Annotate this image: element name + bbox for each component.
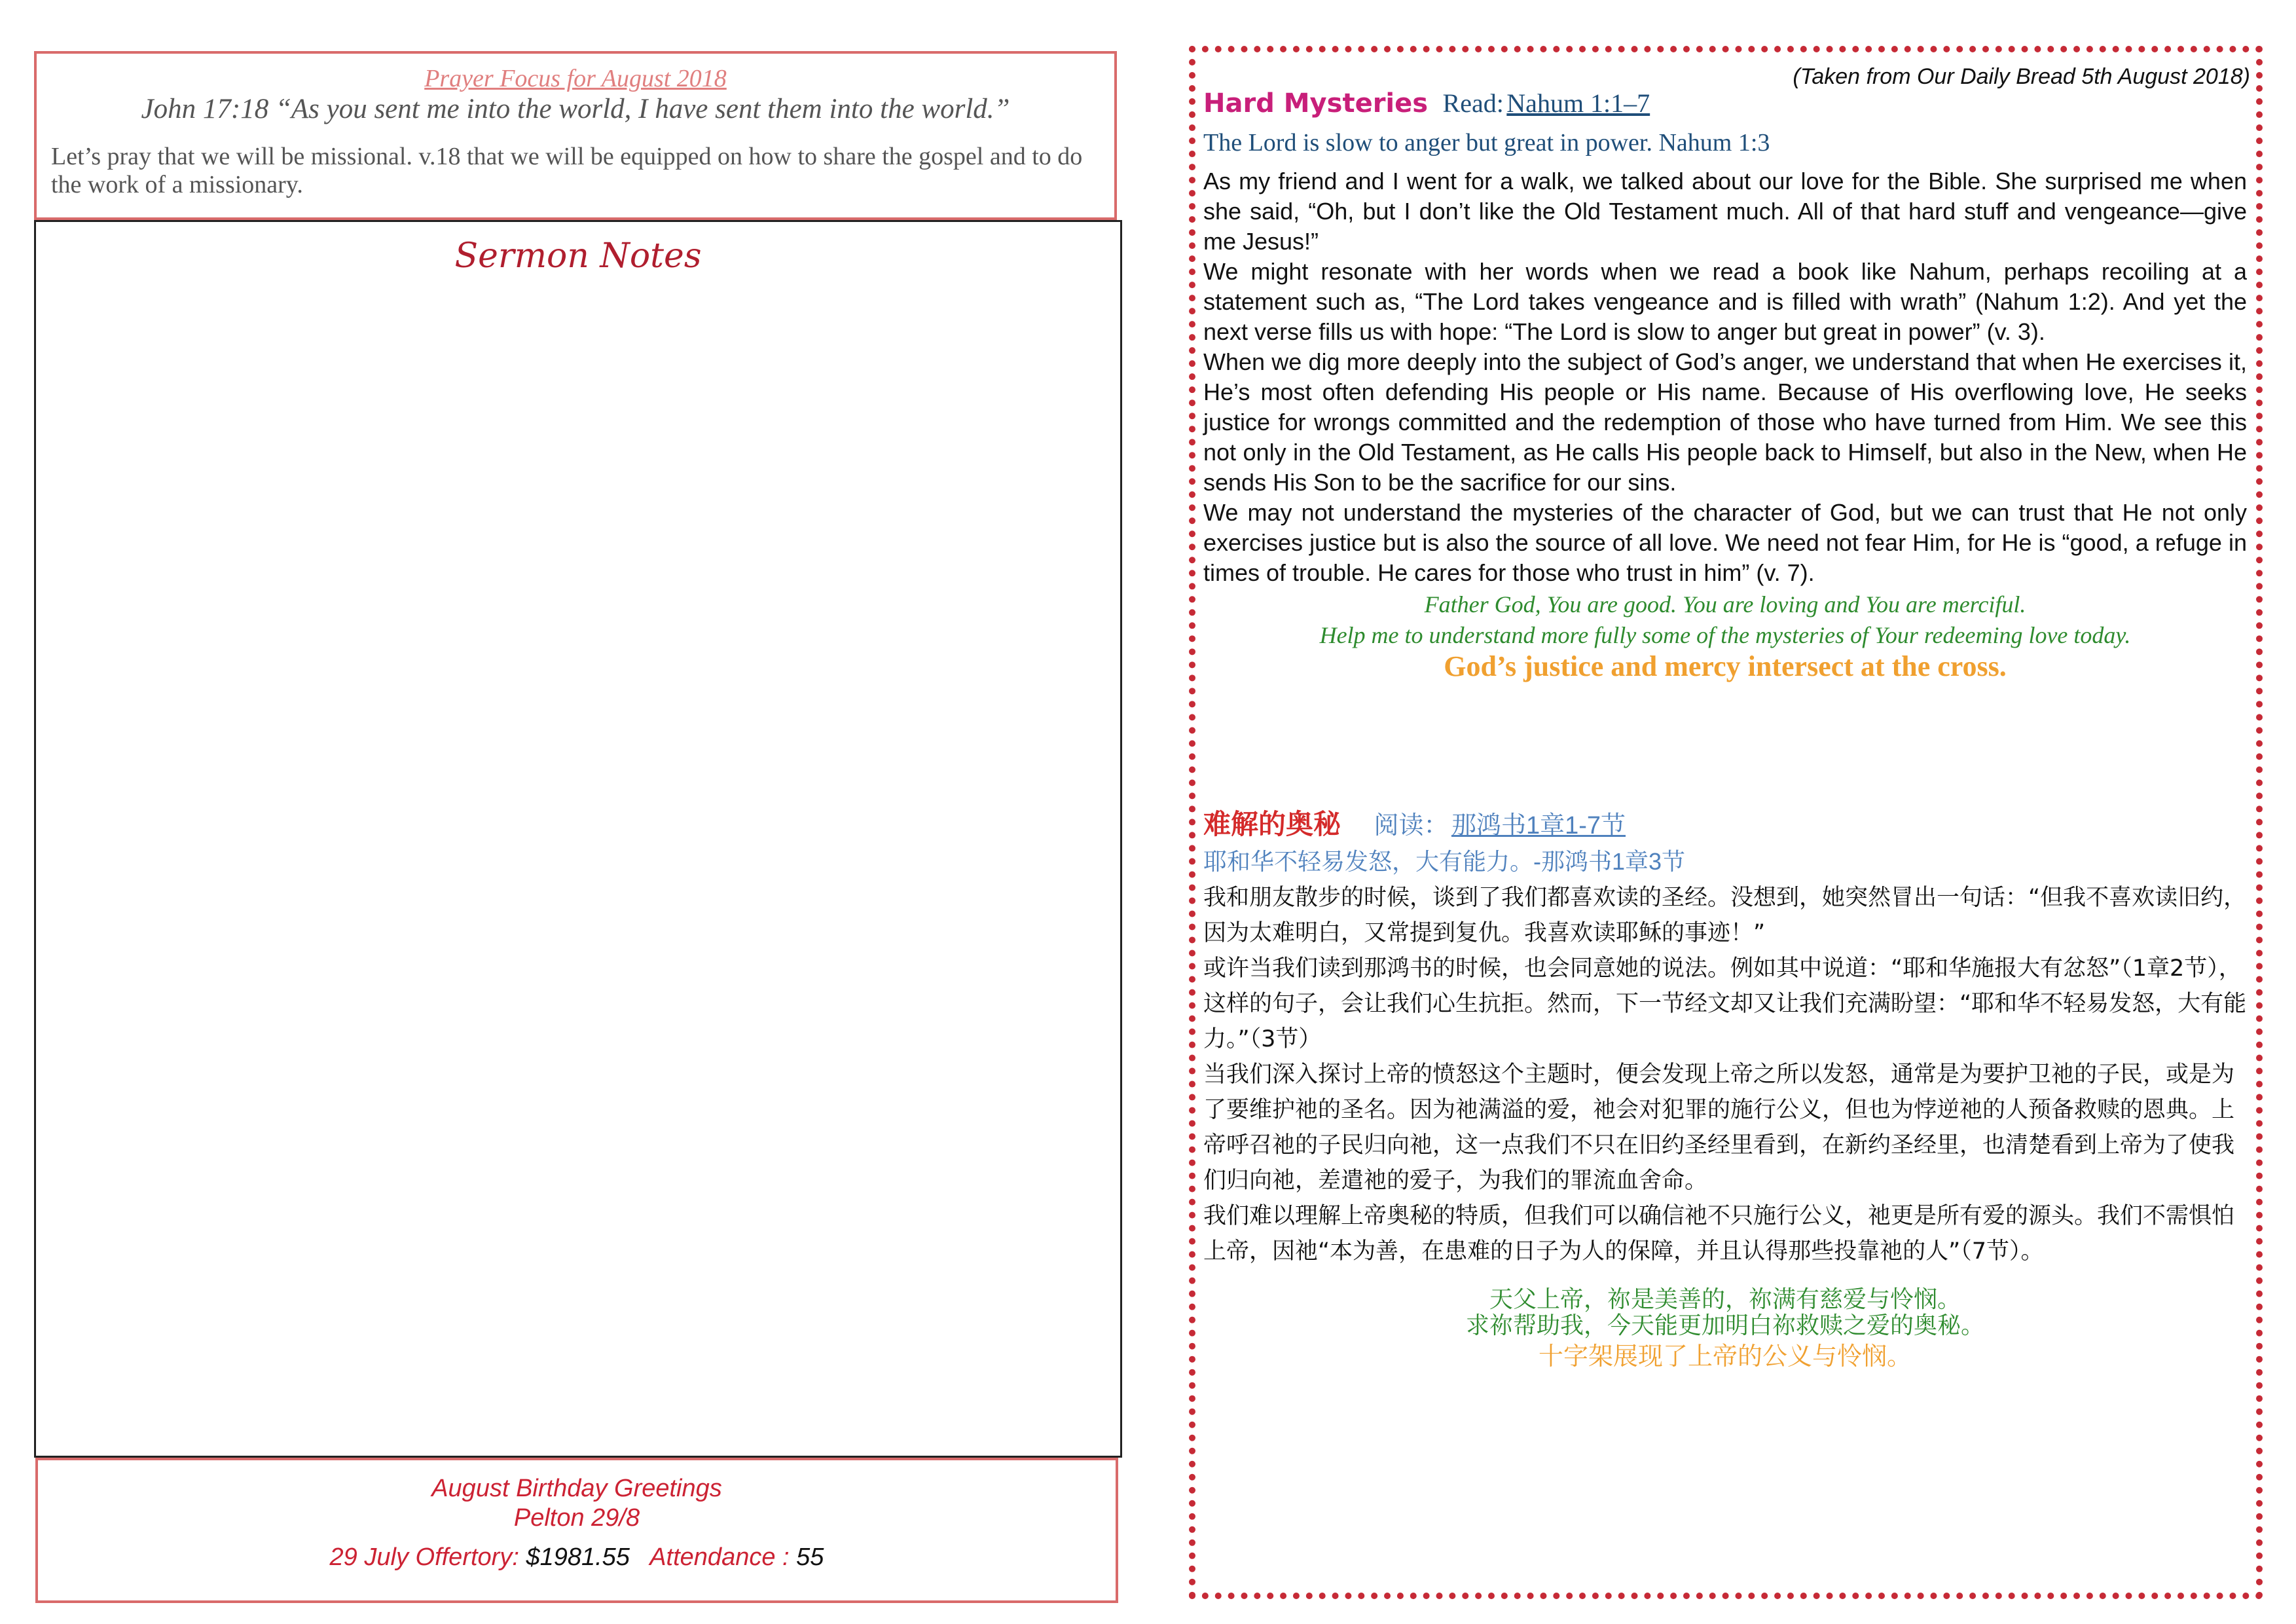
zh-prayer-line-2: 求祢帮助我，今天能更加明白祢救赎之爱的奥秘。 <box>1465 1312 1984 1338</box>
birthday-name: Pelton 29/8 <box>513 1504 640 1532</box>
birthday-greetings-title: August Birthday Greetings <box>431 1475 722 1502</box>
birthday-greetings-box <box>35 1458 1118 1603</box>
en-devotional-body <box>1203 166 2247 588</box>
en-paragraph: We might resonate with her words when we read a book like Nahum, perhaps recoiling at a statement such as, “The Lord takes vengeance and is filled with wrath” (Nahum 1:2). And yet the next verse fills us with hope: “The Lord is slow to anger but great in power” (v. 3). <box>1203 258 2247 345</box>
en-paragraph: As my friend and I went for a walk, we talked about our love for the Bible. She surprised me when she said, “Oh, but I don’t like the Old Testament much. All of that hard stuff and vengeance—give me Jesus!” <box>1203 168 2247 255</box>
en-prayer-line-1: Father God, You are good. You are loving and You are merciful. <box>1424 591 2026 618</box>
zh-thought-of-the-day: 十字架展现了上帝的公义与怜悯。 <box>1538 1343 1912 1371</box>
en-title-line <box>1203 88 1650 119</box>
zh-prayer-line-1: 天父上帝，祢是美善的，祢满有慈爱与怜悯。 <box>1489 1285 1961 1312</box>
zh-paragraph: 我们难以理解上帝奥秘的特质，但我们可以确信祂不只施行公义，祂更是所有爱的源头。我们不需惧怕上帝，因祂“本为善，在患难的日子为人的保障，并且认得那些投靠祂的人”（7节）。 <box>1203 1203 2235 1264</box>
en-read-label: Read: <box>1442 88 1504 118</box>
prayer-focus-verse: John 17:18 “As you sent me into the world, I have sent them into the world.” <box>141 94 1010 124</box>
zh-read-reference-link[interactable]: 那鸿书1章1-7节 <box>1451 812 1626 840</box>
prayer-focus-heading: Prayer Focus for August 2018 <box>424 65 727 92</box>
offertory-attendance-line <box>38 1543 1116 1572</box>
en-prayer-line-2: Help me to understand more fully some of the mysteries of Your redeeming love today. <box>1319 622 2131 648</box>
attendance-label: Attendance : <box>649 1543 790 1571</box>
en-devotional-title: Hard Mysteries <box>1203 88 1429 119</box>
offertory-value: $1981.55 <box>526 1543 630 1571</box>
en-paragraph: When we dig more deeply into the subject of God’s anger, we understand that when He exercises it, He’s most often defending His people or His name. Because of His overflowing love, He seeks justice for wrongs committed and the redemption of those who have turned from Him. We see this not only in the Old Testament, as He calls His people back to Himself, but also in the New, when He sends His Son to be the sacrifice for our sins. <box>1203 348 2247 496</box>
prayer-focus-box <box>34 51 1117 220</box>
attendance-value: 55 <box>796 1543 824 1571</box>
en-paragraph: We may not understand the mysteries of the character of God, but we can trust that He not only exercises justice but is also the source of all love. We need not fear Him, for He is “good, a refuge in times of trouble. He cares for those who trust in him” (v. 7). <box>1203 499 2247 586</box>
offertory-label: 29 July Offertory: <box>329 1543 519 1571</box>
sermon-notes-title: Sermon Notes <box>454 236 702 276</box>
zh-paragraph: 我和朋友散步的时候，谈到了我们都喜欢读的圣经。没想到，她突然冒出一句话：“但我不喜欢读旧约，因为太难明白，又常提到复仇。我喜欢读耶稣的事迹！” <box>1203 885 2247 946</box>
en-thought-of-the-day: God’s justice and mercy intersect at the cross. <box>1444 650 2007 682</box>
zh-devotional-body <box>1203 880 2247 1269</box>
prayer-focus-text: Let’s pray that we will be missional. v.18 that we will be equipped on how to share the gospel and to do the work of a missionary. <box>51 143 1083 198</box>
zh-read-label: 阅读： <box>1374 812 1449 840</box>
zh-paragraph: 或许当我们读到那鸿书的时候，也会同意她的说法。例如其中说道：“耶和华施报大有忿怒”（1章2节），这样的句子，会让我们心生抗拒。然而，下一节经文却又让我们充满盼望：“耶和华不轻易发怒，大有能力。”（3节） <box>1203 955 2247 1052</box>
zh-paragraph: 当我们深入探讨上帝的愤怒这个主题时，便会发现上帝之所以发怒，通常是为要护卫祂的子民，或是为了要维护祂的圣名。因为祂满溢的爱，祂会对犯罪的施行公义，但也为悖逆祂的人预备救赎的恩典。上帝呼召祂的子民归向祂，这一点我们不只在旧约圣经里看到，在新约圣经里，也清楚看到上帝为了使我们归向祂，差遣祂的爱子，为我们的罪流血舍命。 <box>1203 1061 2235 1194</box>
en-read-reference-link[interactable]: Nahum 1:1–7 <box>1506 88 1650 118</box>
sermon-notes-area <box>34 220 1122 1458</box>
zh-devotional-title: 难解的奥秘 <box>1203 808 1341 840</box>
en-key-verse: The Lord is slow to anger but great in power. Nahum 1:3 <box>1203 129 1770 157</box>
devotional-source-note: (Taken from Our Daily Bread 5th August 2018) <box>1793 64 2250 89</box>
zh-key-verse: 耶和华不轻易发怒，大有能力。-那鸿书1章3节 <box>1203 848 1686 875</box>
zh-title-line <box>1203 803 1626 842</box>
